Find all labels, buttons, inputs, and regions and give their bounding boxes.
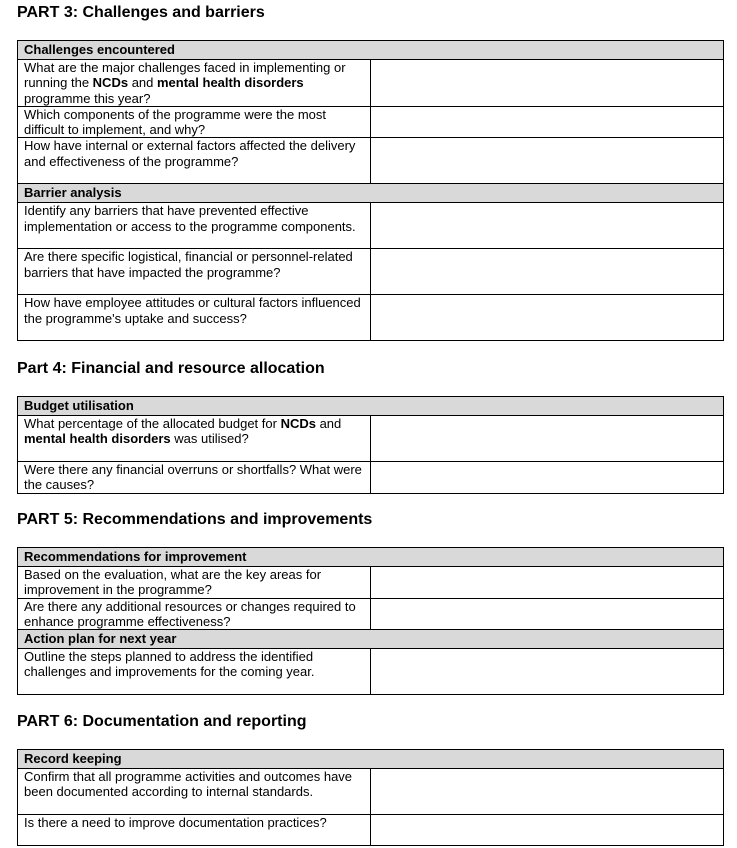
section-header-row bbox=[18, 397, 724, 416]
question-row bbox=[18, 416, 724, 462]
question-text: Which components of the programme were the most difficult to implement, and why? bbox=[18, 106, 371, 138]
section-title: Action plan for next year bbox=[18, 630, 724, 649]
question-row bbox=[18, 769, 724, 815]
part-5-heading: PART 5: Recommendations and improvements bbox=[17, 511, 373, 528]
part-4-table bbox=[17, 396, 724, 494]
question-text: Confirm that all programme activities and outcomes have been documented according to internal standards. bbox=[18, 769, 371, 815]
question-text: Are there any additional resources or changes required to enhance programme effectiveness? bbox=[18, 598, 371, 630]
question-row bbox=[18, 462, 724, 494]
section-title: Barrier analysis bbox=[18, 184, 724, 203]
bold-term: NCDs bbox=[92, 75, 129, 91]
question-row bbox=[18, 567, 724, 599]
question-text: How have internal or external factors affected the delivery and effectiveness of the programme? bbox=[18, 138, 371, 184]
question-text: What are the major challenges faced in implementing or running the NCDs and mental health disorders programme this year? bbox=[18, 60, 371, 107]
section-header-row bbox=[18, 548, 724, 567]
question-text: Were there any financial overruns or shortfalls? What were the causes? bbox=[18, 462, 371, 494]
part-6-heading: PART 6: Documentation and reporting bbox=[17, 713, 307, 730]
question-text: Is there a need to improve documentation practices? bbox=[18, 815, 371, 846]
answer-field[interactable] bbox=[371, 60, 724, 107]
part-6-table bbox=[17, 749, 724, 846]
question-row bbox=[18, 295, 724, 341]
answer-field[interactable] bbox=[371, 769, 724, 815]
question-text: Outline the steps planned to address the identified challenges and improvements for the coming year. bbox=[18, 649, 371, 695]
question-row bbox=[18, 60, 724, 107]
section-title: Budget utilisation bbox=[18, 397, 724, 416]
answer-field[interactable] bbox=[371, 249, 724, 295]
bold-term: NCDs bbox=[280, 416, 316, 431]
bold-term: mental health disorders bbox=[24, 431, 171, 447]
answer-field[interactable] bbox=[371, 203, 724, 249]
section-header-row bbox=[18, 184, 724, 203]
question-row bbox=[18, 249, 724, 295]
section-title: Record keeping bbox=[18, 750, 724, 769]
answer-field[interactable] bbox=[371, 138, 724, 184]
answer-field[interactable] bbox=[371, 416, 724, 462]
question-row bbox=[18, 106, 724, 138]
answer-field[interactable] bbox=[371, 815, 724, 846]
question-text: How have employee attitudes or cultural factors influenced the programme's uptake and success? bbox=[18, 295, 371, 341]
section-header-row bbox=[18, 630, 724, 649]
answer-field[interactable] bbox=[371, 462, 724, 494]
question-row bbox=[18, 138, 724, 184]
question-text: Identify any barriers that have prevented effective implementation or access to the programme components. bbox=[18, 203, 371, 249]
answer-field[interactable] bbox=[371, 567, 724, 599]
question-text: Are there specific logistical, financial or personnel-related barriers that have impacted the programme? bbox=[18, 249, 371, 295]
section-title: Recommendations for improvement bbox=[18, 548, 724, 567]
part-5-table bbox=[17, 547, 724, 695]
question-text: Based on the evaluation, what are the key areas for improvement in the programme? bbox=[18, 567, 371, 599]
section-header-row bbox=[18, 41, 724, 60]
answer-field[interactable] bbox=[371, 649, 724, 695]
question-text: What percentage of the allocated budget for NCDs and mental health disorders was utilised? bbox=[18, 416, 371, 462]
section-title: Challenges encountered bbox=[18, 41, 724, 60]
part-3-heading: PART 3: Challenges and barriers bbox=[17, 4, 265, 21]
part-4-heading: Part 4: Financial and resource allocation bbox=[17, 360, 325, 377]
answer-field[interactable] bbox=[371, 598, 724, 630]
question-row bbox=[18, 649, 724, 695]
answer-field[interactable] bbox=[371, 106, 724, 138]
bold-term: mental health disorders bbox=[157, 75, 304, 91]
question-row bbox=[18, 203, 724, 249]
section-header-row bbox=[18, 750, 724, 769]
answer-field[interactable] bbox=[371, 295, 724, 341]
question-row bbox=[18, 598, 724, 630]
question-row bbox=[18, 815, 724, 846]
part-3-table bbox=[17, 40, 724, 341]
